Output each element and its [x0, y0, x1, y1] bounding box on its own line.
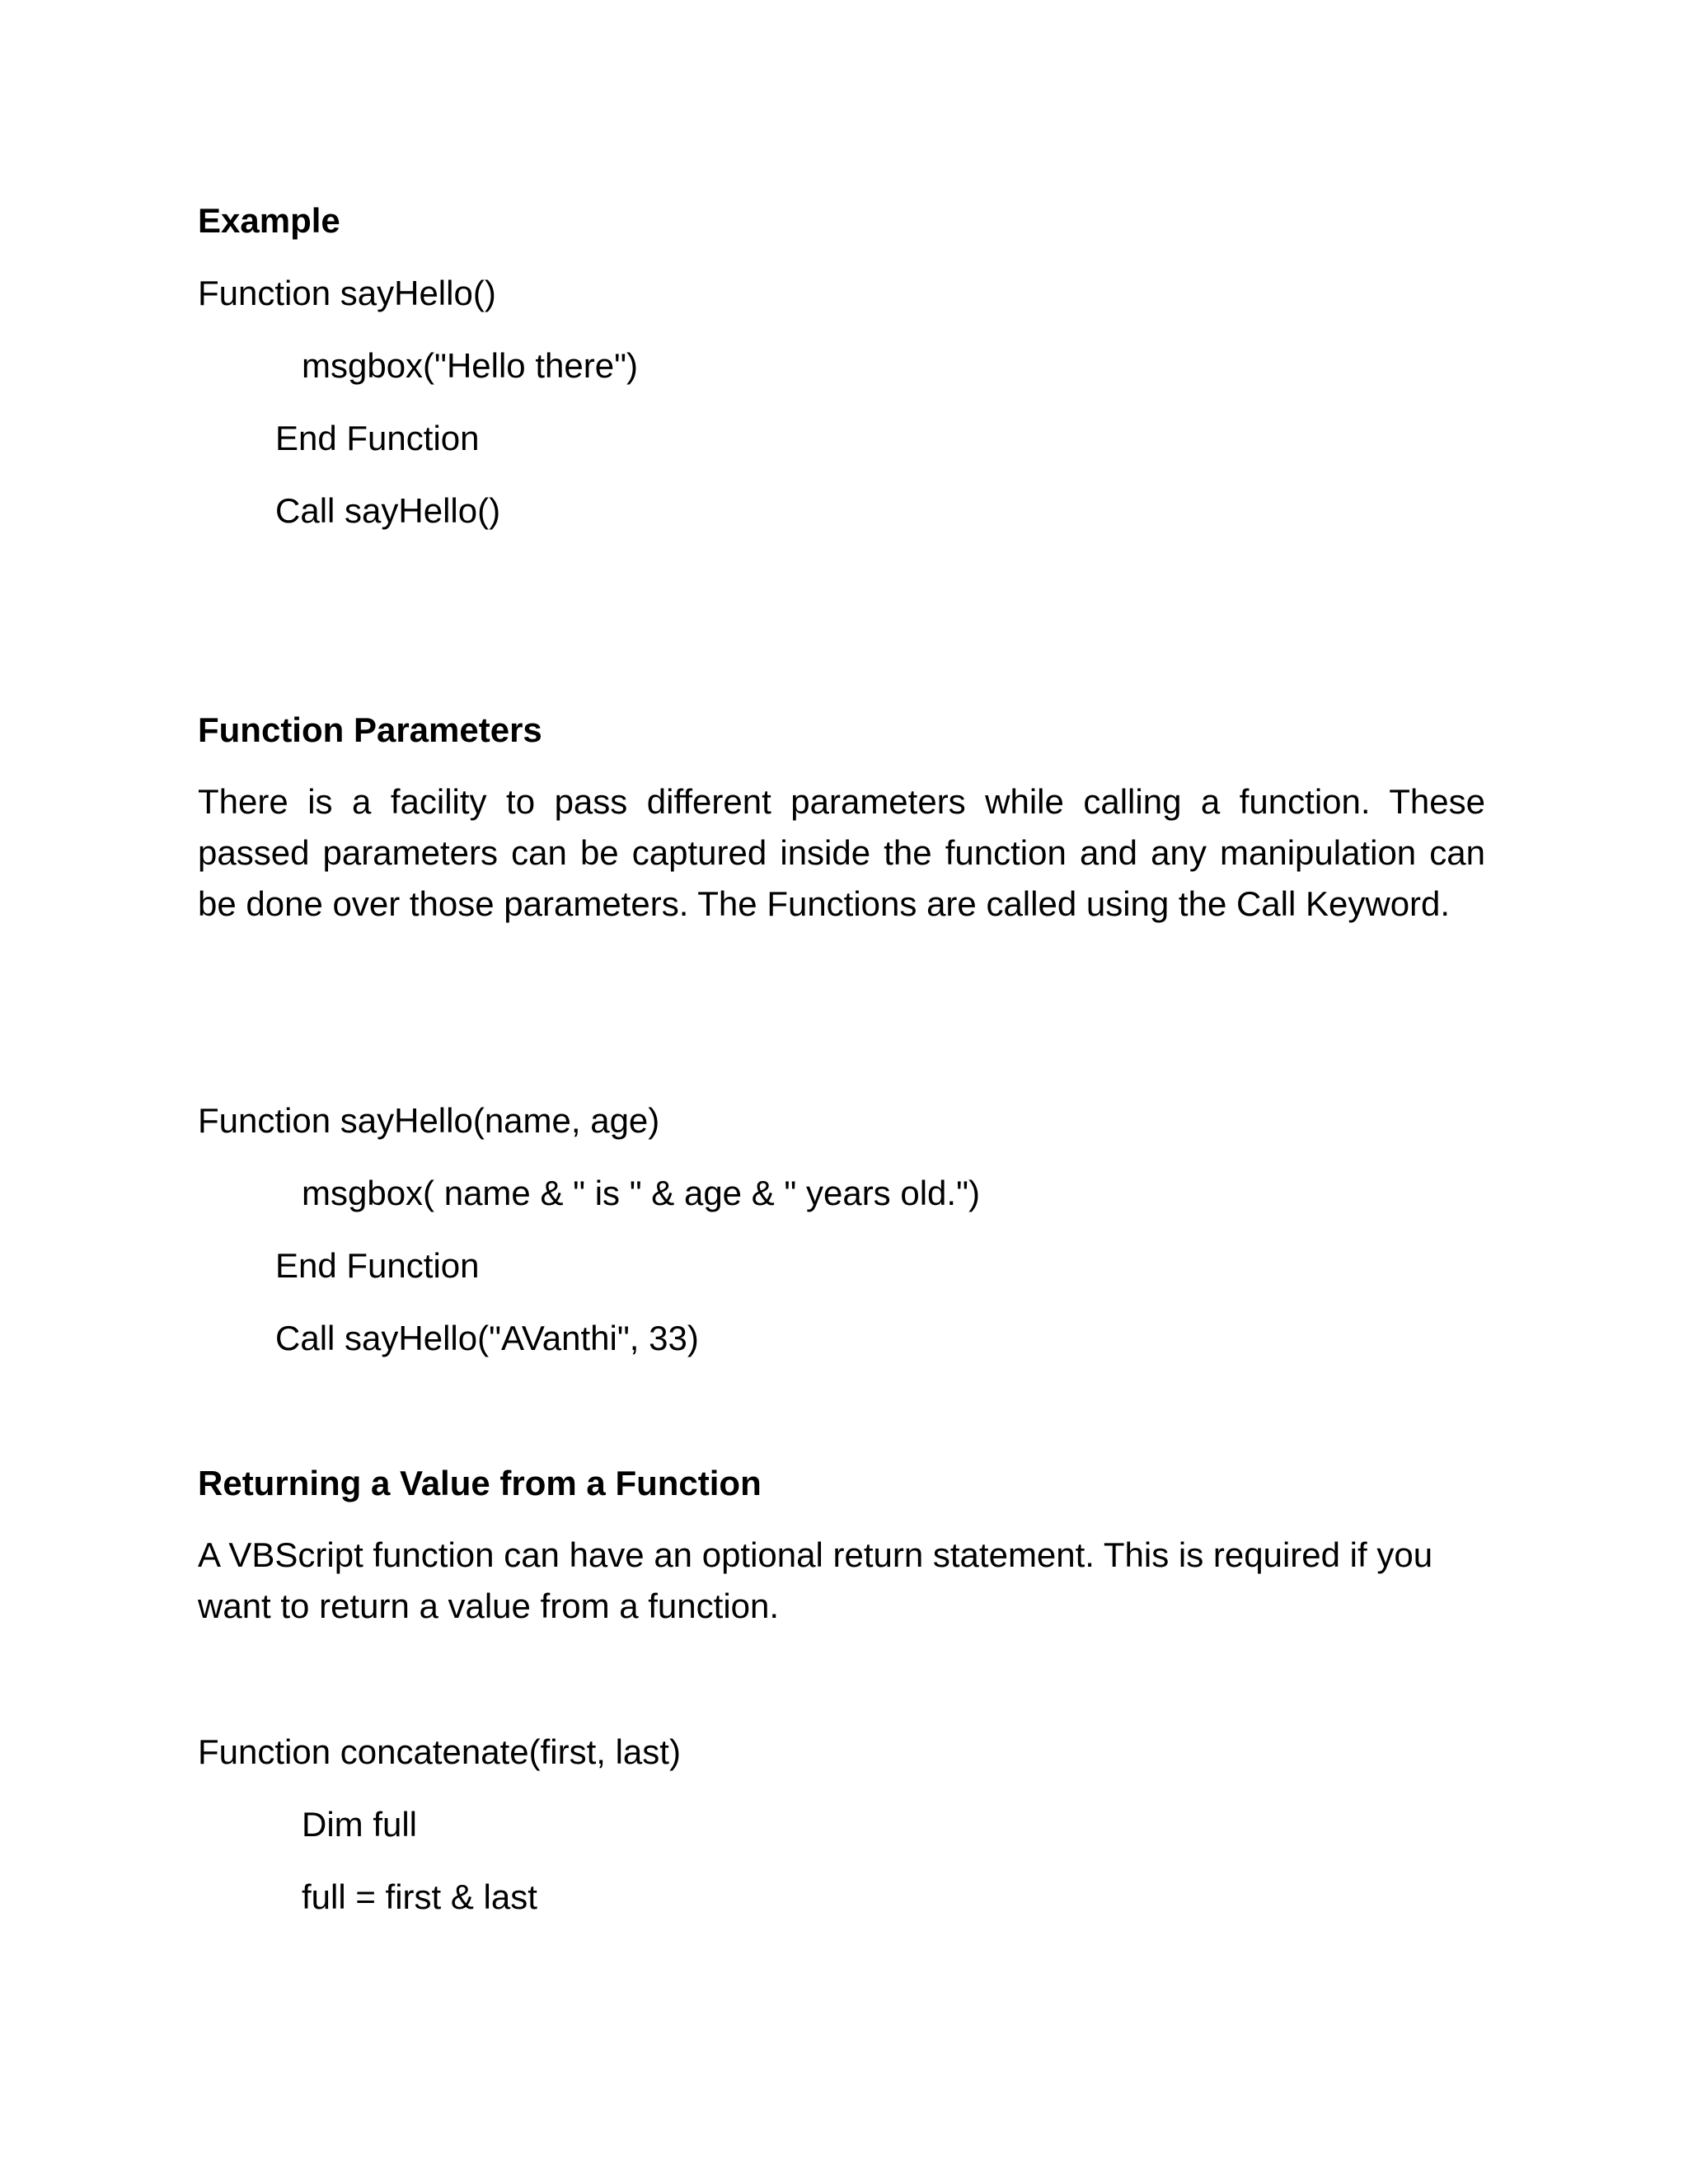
code-line: End Function: [275, 1246, 480, 1285]
paragraph-line: want to return a value from a function.: [198, 1586, 780, 1625]
heading-function-parameters: Function Parameters: [198, 710, 542, 749]
heading-example: Example: [198, 201, 340, 240]
heading-returning-value: Returning a Value from a Function: [198, 1464, 762, 1502]
paragraph-line: passed parameters can be captured inside the function and any manipulation can: [198, 833, 1485, 872]
paragraph-line: A VBScript function can have an optional return statement. This is required if you: [198, 1535, 1433, 1574]
code-line: msgbox( name & " is " & age & " years old."): [302, 1174, 980, 1212]
code-line: Dim full: [302, 1805, 418, 1844]
code-line: msgbox("Hello there"): [302, 346, 638, 385]
code-line: Call sayHello(): [275, 491, 501, 530]
code-line: Function concatenate(first, last): [198, 1732, 681, 1771]
code-line: full = first & last: [302, 1877, 537, 1916]
code-line: Call sayHello("AVanthi", 33): [275, 1319, 699, 1357]
paragraph-function-parameters: [198, 776, 1485, 930]
paragraph-line: There is a facility to pass different parameters while calling a function. These: [198, 782, 1485, 821]
paragraph-returning-value: [198, 1530, 1459, 1632]
code-line: Function sayHello(name, age): [198, 1101, 660, 1140]
paragraph-line: be done over those parameters. The Functions are called using the Call Keyword.: [198, 884, 1451, 923]
code-line: End Function: [275, 419, 480, 457]
code-line: Function sayHello(): [198, 274, 496, 312]
